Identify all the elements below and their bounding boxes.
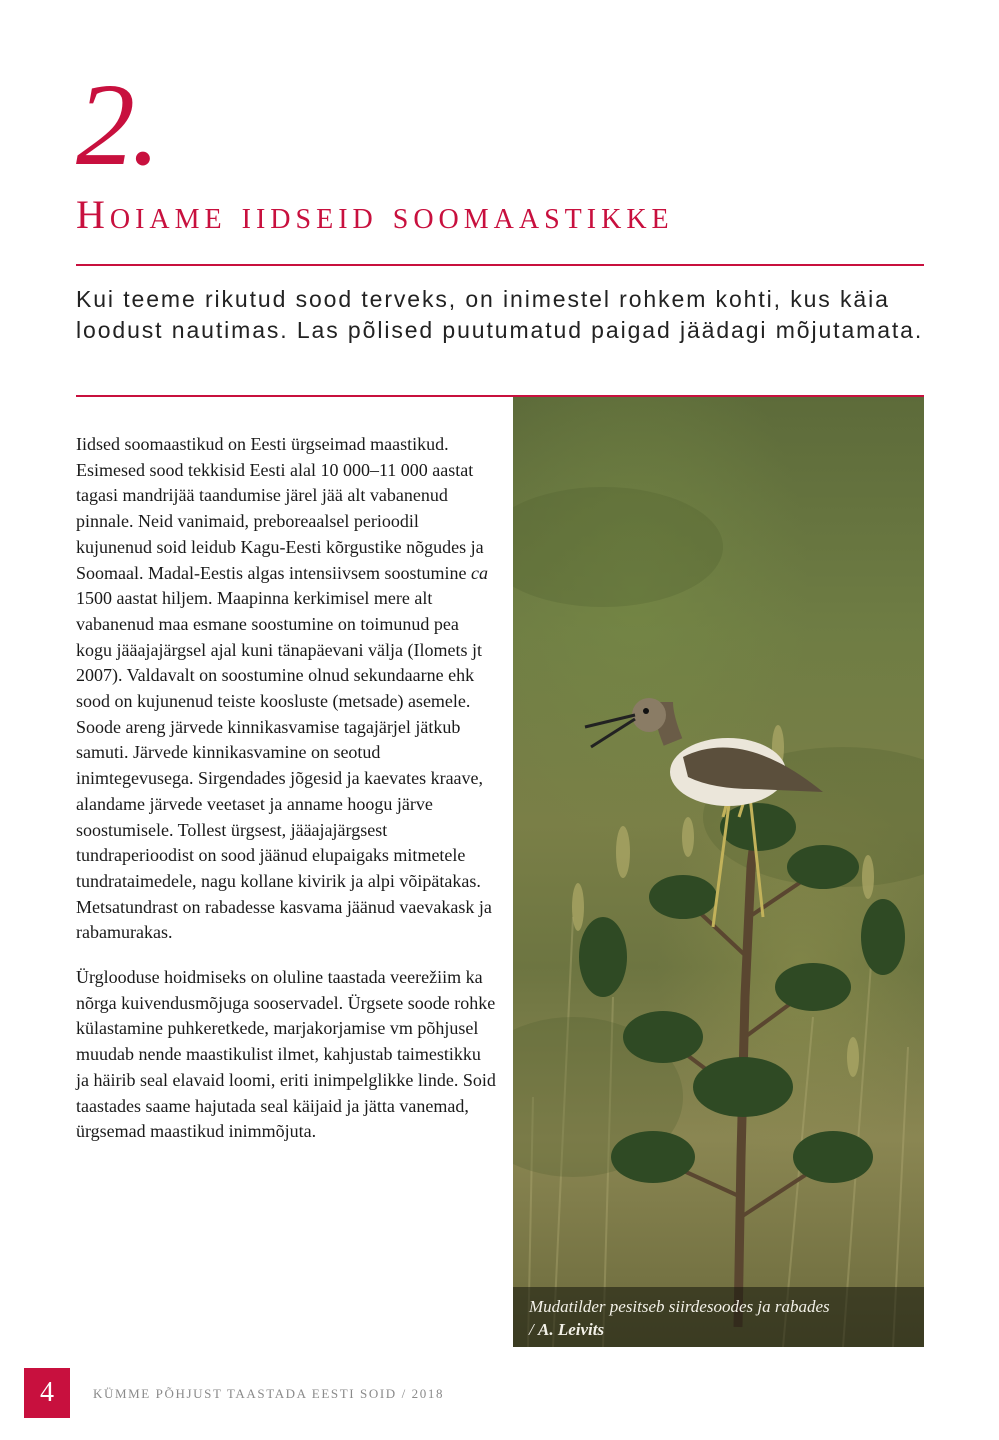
- lead-paragraph: Kui teeme rikutud sood terveks, on inimestel rohkem kohti, kus käia loodust nautimas. Las põlised puutumatud paigad jäädagi mõjutamata.: [76, 286, 924, 343]
- body-paragraph-2: Ürglooduse hoidmiseks on oluline taastada veerežiim ka nõrga kuivendusmõjuga sooservadel. Ürgsete soode rohke külastamine puhkeretkede, marjakorjamise vm põhjusel muudab nende maastikulist ilmet, kahjustab taimestikku ja häirib seal elavaid loomi, eriti inimpelglikke linde. Soid taastades saame hajutada seal käijaid ja jätta vanemad, ürgsemad maastikud inimmõjuta.: [76, 967, 496, 1142]
- bird-photo: [513, 397, 924, 1347]
- chapter-number: 2.: [76, 59, 157, 190]
- footer-publication: KÜMME PÕHJUST TAASTADA EESTI SOID / 2018: [93, 1386, 445, 1401]
- italic-ca: ca: [470, 562, 488, 583]
- body-text: [76, 432, 496, 1164]
- page-number: 4: [24, 1368, 70, 1418]
- title-divider: [76, 264, 924, 266]
- bird-illustration: [513, 397, 924, 1347]
- body-paragraph-1: Iidsed soomaastikud on Eesti ürgseimad maastikud. Esimesed sood tekkisid Eesti alal 10 000–11 000 aastat tagasi mandrijää taandumise järel jää alt vabanenud pinnale. Neid vanimaid, preboreaalsel perioodil kujunenud soid leidub Kagu-Eesti kõrgustike nõgudes ja Soomaal. Madal-Eestis algas intensiivsem soostumine ca 1500 aastat hiljem. Maapinna kerkimisel mere alt vabanenud maa esmane soostumine on toimunud pea kogu jääajajärgsel ajal kuni tänapäevani välja (Ilomets jt 2007). Valdavalt on soostumine olnud sekundaarne ehk sood on kujunenud teiste koosluste (metsade) asemele. Soode areng järvede kinnikasvamise tagajärjel jätkub samuti. Järvede kinnikasvamine on seotud inimtegevusega. Sirgendades jõgesid ja kaevates kraave, alandame järvede veetaset ja anname hoogu järve soostumisele. Tollest ürgsest, jääajajärgsest tundraperioodist on sood jäänud elupaigaks mitmetele tundrataimedele, nagu kollane kivirik ja alpi võipätakas. Metsatundrast on rabadesse kasvama jäänud vaevakask ja rabamurakas.: [76, 434, 492, 943]
- caption-band: [513, 1287, 924, 1347]
- chapter-title: Hoiame iidseid soomaastikke: [76, 192, 674, 237]
- photo-credit: A. Leivits: [537, 1320, 605, 1339]
- photo-caption: Mudatilder pesitseb siirdesoodes ja rabades / A. Leivits: [529, 1297, 830, 1339]
